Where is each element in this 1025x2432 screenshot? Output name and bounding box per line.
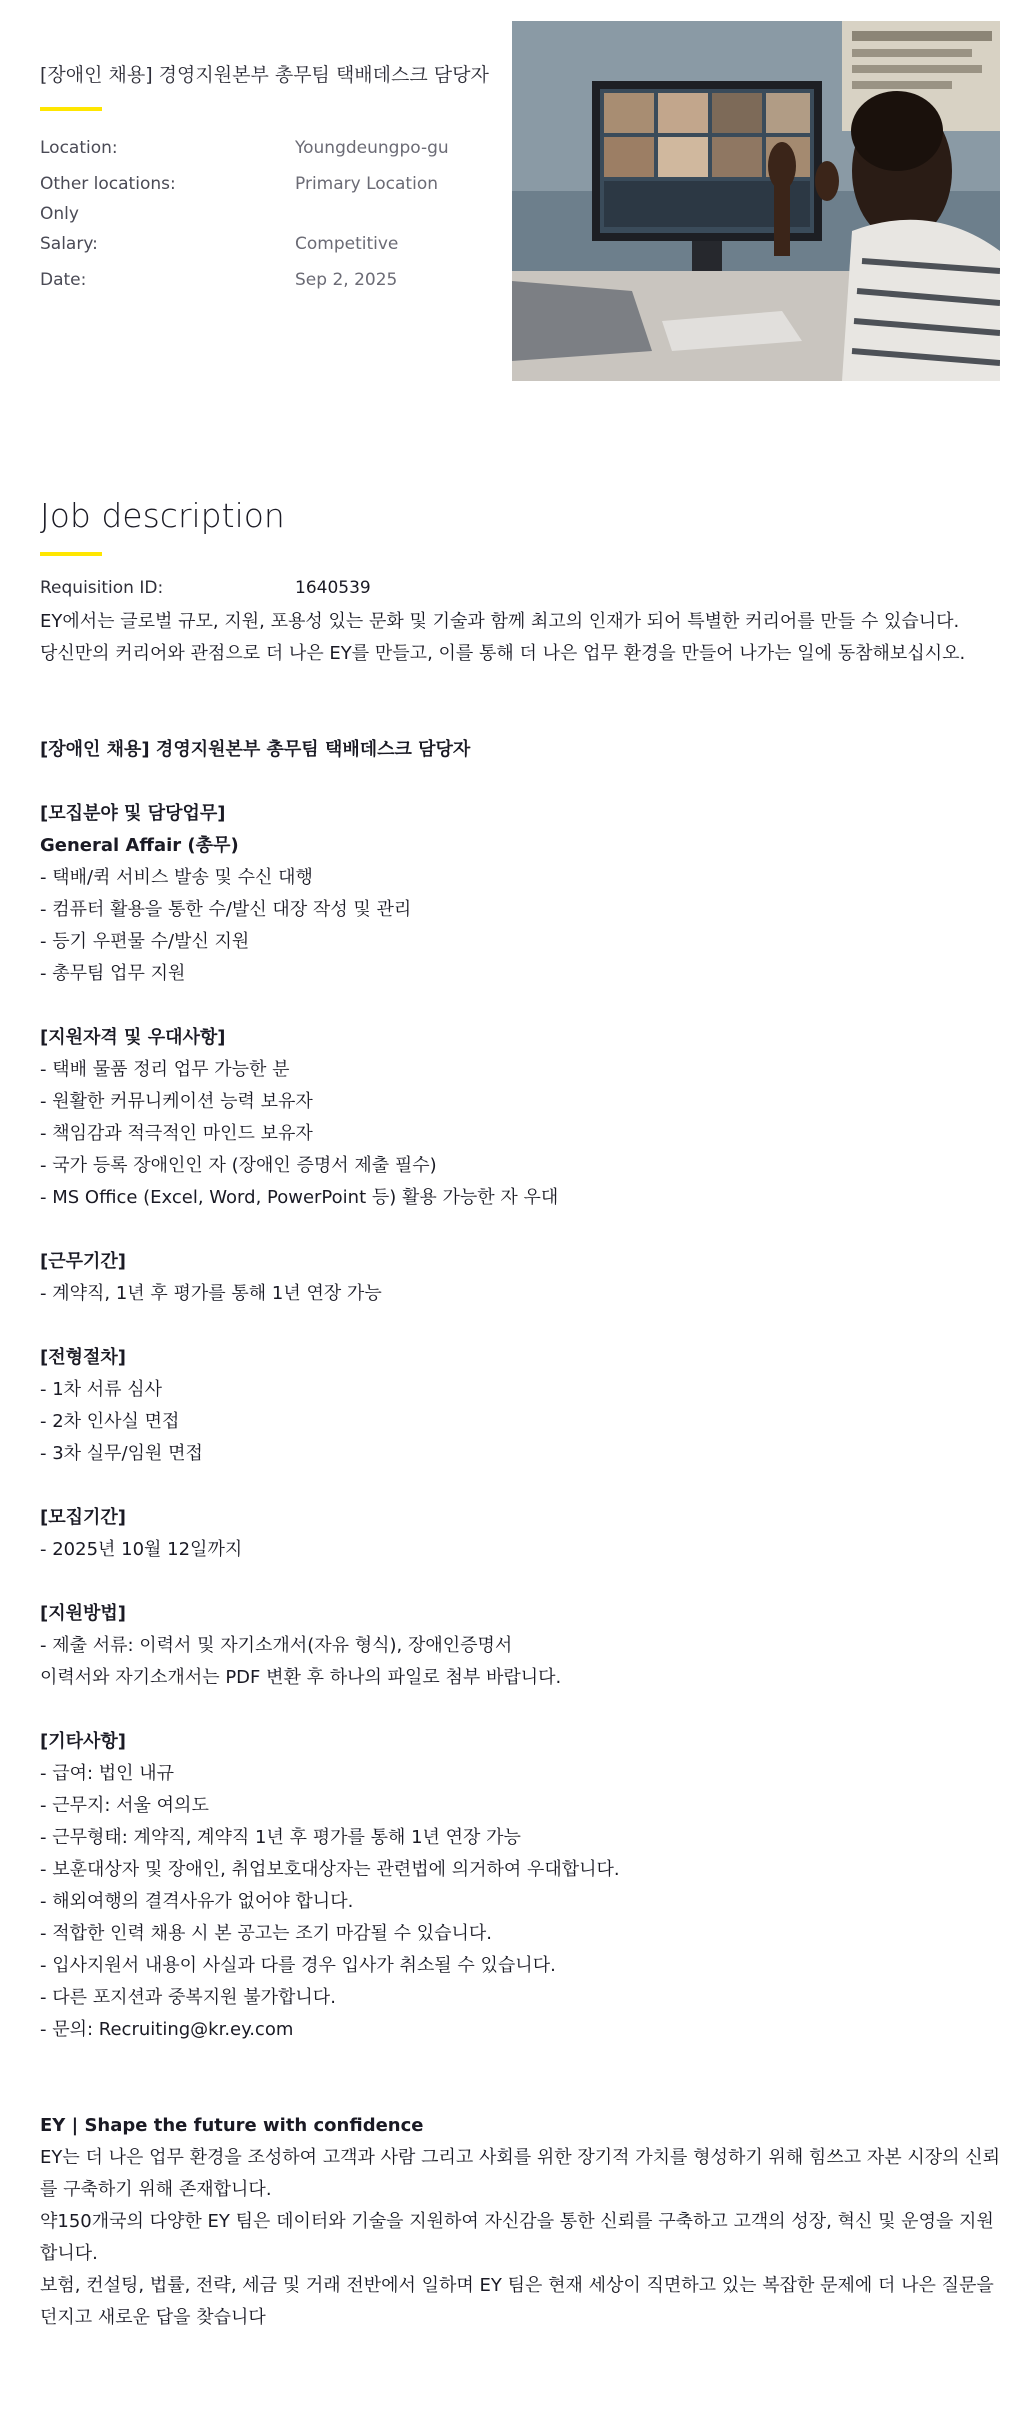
list-item: - 해외여행의 결격사유가 없어야 합니다. bbox=[40, 1891, 354, 1912]
intro-paragraph: EY에서는 글로벌 규모, 지원, 포용성 있는 문화 및 기술과 함께 최고의 인재가 되어 특별한 커리어를 만들 수 있습니다. bbox=[40, 611, 960, 632]
section-subtitle: General Affair (총무) bbox=[40, 835, 239, 856]
meta-location bbox=[40, 130, 500, 166]
video-call-illustration bbox=[512, 21, 1000, 381]
about-paragraph: 보험, 컨설팅, 법률, 전략, 세금 및 거래 전반에서 일하며 EY 팀은 현재 세상이 직면하고 있는 복잡한 문제에 더 나은 질문을 던지고 새로운 답을 찾습니다 bbox=[40, 2275, 994, 2328]
meta-value: Primary Location bbox=[295, 174, 438, 194]
job-description-body bbox=[40, 606, 1000, 2334]
requisition-id: 1640539 bbox=[295, 578, 371, 598]
list-item: - 3차 실무/임원 면접 bbox=[40, 1443, 203, 1464]
job-meta bbox=[40, 130, 500, 298]
list-item: - 택배/퀵 서비스 발송 및 수신 대행 bbox=[40, 867, 313, 888]
meta-other-locations bbox=[40, 166, 500, 226]
section-title: [기타사항] bbox=[40, 1731, 127, 1752]
list-item: - 입사지원서 내용이 사실과 다를 경우 입사가 취소될 수 있습니다. bbox=[40, 1955, 556, 1976]
list-item: - MS Office (Excel, Word, PowerPoint 등) 활용 가능한 자 우대 bbox=[40, 1187, 559, 1208]
intro-paragraph: 당신만의 커리어와 관점으로 더 나은 EY를 만들고, 이를 통해 더 나은 업무 환경을 만들어 나가는 일에 동참해보십시오. bbox=[40, 643, 966, 664]
meta-key-text-cont: Only bbox=[40, 204, 79, 224]
list-item: - 보훈대상자 및 장애인, 취업보호대상자는 관련법에 의거하여 우대합니다. bbox=[40, 1859, 620, 1880]
meta-key: Date: bbox=[40, 270, 87, 290]
meta-key bbox=[40, 169, 240, 229]
list-item: 이력서와 자기소개서는 PDF 변환 후 하나의 파일로 첨부 바랍니다. bbox=[40, 1667, 562, 1688]
requisition-label: Requisition ID: bbox=[40, 578, 164, 598]
section-title: [모집분야 및 담당업무] bbox=[40, 803, 226, 824]
meta-date bbox=[40, 262, 500, 298]
job-description-heading: Job description bbox=[40, 496, 285, 535]
job-title: [장애인 채용] 경영지원본부 총무팀 택배데스크 담당자 bbox=[40, 64, 489, 86]
job-hero-image bbox=[512, 21, 1000, 381]
list-item: - 2025년 10월 12일까지 bbox=[40, 1539, 243, 1560]
section-title: [전형절차] bbox=[40, 1347, 127, 1368]
list-item: - 적합한 인력 채용 시 본 공고는 조기 마감될 수 있습니다. bbox=[40, 1923, 492, 1944]
about-title: EY | Shape the future with confidence bbox=[40, 2115, 424, 2136]
list-item: - 근무지: 서울 여의도 bbox=[40, 1795, 209, 1816]
requisition-row bbox=[40, 572, 1000, 604]
meta-value: Youngdeungpo-gu bbox=[295, 138, 449, 158]
meta-value: Competitive bbox=[295, 234, 399, 254]
list-item: - 근무형태: 계약직, 계약직 1년 후 평가를 통해 1년 연장 가능 bbox=[40, 1827, 521, 1848]
list-item: - 국가 등록 장애인인 자 (장애인 증명서 제출 필수) bbox=[40, 1155, 437, 1176]
about-paragraph: EY는 더 나은 업무 환경을 조성하여 고객과 사람 그리고 사회를 위한 장기적 가치를 형성하기 위해 힘쓰고 자본 시장의 신뢰를 구축하기 위해 존재합니다. bbox=[40, 2147, 1000, 2200]
title-accent-bar bbox=[40, 107, 102, 111]
list-item: - 급여: 법인 내규 bbox=[40, 1763, 175, 1784]
list-item: - 등기 우편물 수/발신 지원 bbox=[40, 931, 250, 952]
heading-accent-bar bbox=[40, 552, 102, 556]
list-item: - 제출 서류: 이력서 및 자기소개서(자유 형식), 장애인증명서 bbox=[40, 1635, 513, 1656]
about-paragraph: 약150개국의 다양한 EY 팀은 데이터와 기술을 지원하여 자신감을 통한 신뢰를 구축하고 고객의 성장, 혁신 및 운영을 지원합니다. bbox=[40, 2211, 994, 2264]
list-item: - 2차 인사실 면접 bbox=[40, 1411, 180, 1432]
section-title: [지원자격 및 우대사항] bbox=[40, 1027, 226, 1048]
posting-title: [장애인 채용] 경영지원본부 총무팀 택배데스크 담당자 bbox=[40, 739, 471, 760]
meta-key: Salary: bbox=[40, 234, 98, 254]
section-title: [지원방법] bbox=[40, 1603, 127, 1624]
meta-key: Location: bbox=[40, 138, 118, 158]
list-item: - 1차 서류 심사 bbox=[40, 1379, 163, 1400]
job-page bbox=[40, 0, 1000, 2328]
meta-value: Sep 2, 2025 bbox=[295, 270, 398, 290]
list-item: - 택배 물품 정리 업무 가능한 분 bbox=[40, 1059, 290, 1080]
contact-email: - 문의: Recruiting@kr.ey.com bbox=[40, 2019, 294, 2040]
list-item: - 계약직, 1년 후 평가를 통해 1년 연장 가능 bbox=[40, 1283, 382, 1304]
section-title: [모집기간] bbox=[40, 1507, 127, 1528]
section-title: [근무기간] bbox=[40, 1251, 127, 1272]
meta-salary bbox=[40, 226, 500, 262]
list-item: - 총무팀 업무 지원 bbox=[40, 963, 186, 984]
list-item: - 책임감과 적극적인 마인드 보유자 bbox=[40, 1123, 313, 1144]
list-item: - 컴퓨터 활용을 통한 수/발신 대장 작성 및 관리 bbox=[40, 899, 412, 920]
meta-key-text: Other locations: bbox=[40, 174, 176, 194]
list-item: - 다른 포지션과 중복지원 불가합니다. bbox=[40, 1987, 336, 2008]
list-item: - 원활한 커뮤니케이션 능력 보유자 bbox=[40, 1091, 313, 1112]
job-header bbox=[40, 0, 1000, 420]
